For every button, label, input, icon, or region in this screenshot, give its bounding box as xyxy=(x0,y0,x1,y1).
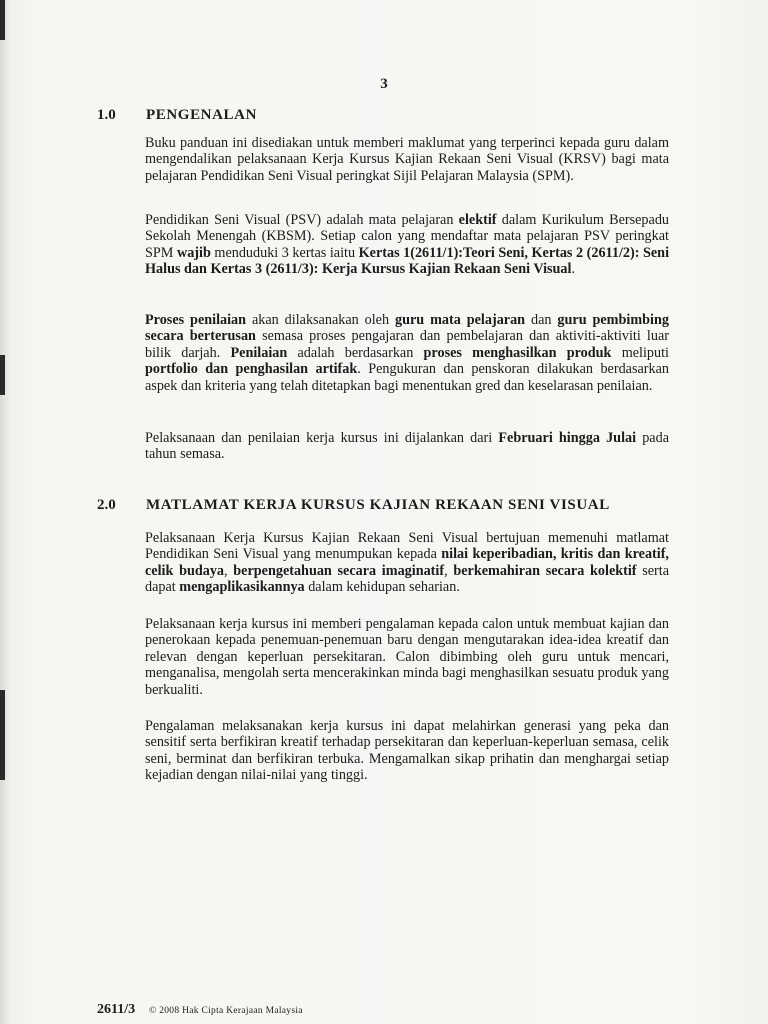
text-run: Pelaksanaan Kerja Kursus Kajian Rekaan Seni Visual bertujuan memenuhi matlamat Pendidikan Seni Visual yang menumpukan kepada xyxy=(145,530,669,563)
text-run: Pendidikan Seni Visual (PSV) adalah mata pelajaran xyxy=(145,212,459,228)
bold-text-run: mengaplikasikannya xyxy=(179,579,305,596)
bold-text-run: wajib xyxy=(176,244,211,261)
scan-edge-mark xyxy=(0,355,5,395)
text-run: dalam Kurikulum Bersepadu Sekolah Menengah (KBSM). Setiap calon yang mendaftar mata pelajaran PSV peringkat SPM xyxy=(145,212,670,261)
text-run: . xyxy=(571,261,576,278)
text-run: . Pengukuran dan penskoran dilakukan berdasarkan aspek dan kriteria yang telah ditetapkan bagi menentukan gred dan keselarasan penilaian. xyxy=(145,361,669,394)
text-run: , xyxy=(444,562,454,579)
paragraph xyxy=(145,212,669,278)
bold-text-run: guru mata pelajaran xyxy=(395,312,526,328)
bold-text-run: guru pembimbing secara berterusan xyxy=(145,312,669,345)
page-number: 3 xyxy=(380,76,388,92)
text-run: meliputi xyxy=(611,344,669,361)
text-run: adalah berdasarkan xyxy=(287,344,424,361)
bold-text-run: portfolio dan penghasilan artifak xyxy=(145,361,358,378)
bold-text-run: Proses penilaian xyxy=(145,312,247,328)
text-run: pada tahun semasa. xyxy=(145,430,669,463)
footer-code: 2611/3 xyxy=(97,1002,136,1017)
footer-copyright: © 2008 Hak Cipta Kerajaan Malaysia xyxy=(149,1006,303,1016)
bold-text-run: Februari hingga Julai xyxy=(498,430,637,446)
section-title: PENGENALAN xyxy=(146,107,258,123)
text-run: Buku panduan ini disediakan untuk memberi maklumat yang terperinci kepada guru dalam mengendalikan pelaksanaan Kerja Kursus Kajian Rekaan Seni Visual (KRSV) bagi mata pelajaran Pendidikan Seni Visual peringkat Sijil Pelajaran Malaysia (SPM). xyxy=(145,135,669,184)
text-run: dalam kehidupan seharian. xyxy=(304,579,460,596)
bold-text-run: elektif xyxy=(458,212,497,228)
paragraph xyxy=(145,430,669,463)
paragraph xyxy=(145,616,669,698)
paragraph xyxy=(145,718,669,784)
section-number: 2.0 xyxy=(97,497,116,513)
bold-text-run: proses menghasilkan produk xyxy=(423,344,612,361)
text-run: akan dilaksanakan oleh xyxy=(246,312,395,328)
paragraph xyxy=(145,312,669,394)
text-run: semasa proses pengajaran dan pembelajaran dan aktiviti-aktiviti luar bilik darjah. xyxy=(145,328,669,361)
bold-text-run: Penilaian xyxy=(230,344,288,361)
bold-text-run: berpengetahuan secara imaginatif xyxy=(233,562,445,579)
section-number: 1.0 xyxy=(97,107,116,123)
scan-edge-mark xyxy=(0,0,5,40)
bold-text-run: nilai keperibadian, kritis dan kreatif, celik budaya xyxy=(145,546,669,579)
section-title: MATLAMAT KERJA KURSUS KAJIAN REKAAN SENI VISUAL xyxy=(146,497,610,513)
text-run: Pelaksanaan dan penilaian kerja kursus ini dijalankan dari xyxy=(145,430,499,446)
text-run: , xyxy=(224,562,234,579)
text-run: menduduki 3 kertas iaitu xyxy=(210,244,359,261)
paragraph xyxy=(145,135,669,184)
scan-edge-mark xyxy=(0,690,5,780)
paragraph xyxy=(145,530,669,596)
bold-text-run: Kertas 1(2611/1):Teori Seni, Kertas 2 (2611/2): Seni Halus dan Kertas 3 (2611/3): Kerja Kursus Kajian Rekaan Seni Visual xyxy=(145,244,670,278)
text-run: serta dapat xyxy=(145,562,670,596)
text-run: dan xyxy=(525,312,558,328)
bold-text-run: berkemahiran secara kolektif xyxy=(453,562,637,579)
text-run: Pelaksanaan kerja kursus ini memberi pengalaman kepada calon untuk membuat kajian dan penerokaan kepada penemuan-penemuan baru dengan mengutarakan idea-idea kreatif dan relevan dengan keperluan persekitaran. Calon dibimbing oleh guru untuk mencari, menganalisa, mengolah serta mencerakinkan minda bagi menghasilkan sesuatu produk yang berkualiti. xyxy=(145,616,669,698)
text-run: Pengalaman melaksanakan kerja kursus ini dapat melahirkan generasi yang peka dan sensitif serta berfikiran kreatif terhadap persekitaran dan keperluan-keperluan semasa, celik seni, berminat dan berfikiran terbuka. Mengamalkan sikap prihatin dan menghargai setiap kejadian dengan nilai-nilai yang tinggi. xyxy=(145,718,669,784)
